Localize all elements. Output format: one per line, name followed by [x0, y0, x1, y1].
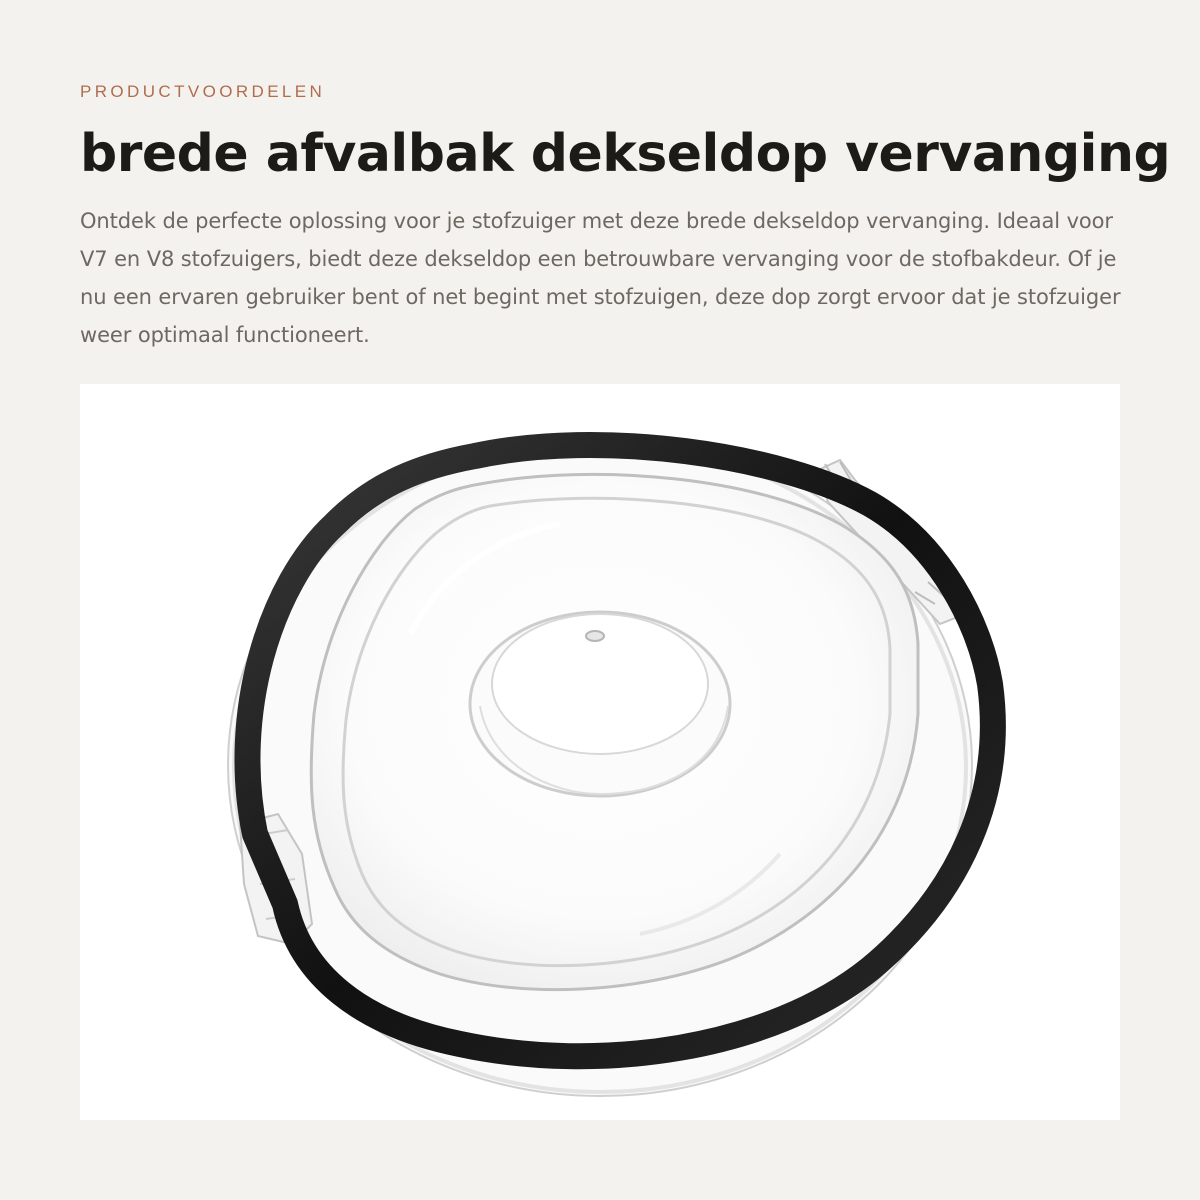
section-eyebrow: PRODUCTVOORDELEN: [80, 82, 326, 101]
product-image: [80, 384, 1120, 1120]
lid-illustration: [80, 384, 1120, 1120]
page-title: brede afvalbak dekseldop vervanging: [80, 124, 1171, 184]
center-hole: [586, 631, 604, 641]
product-description: Ontdek de perfecte oplossing voor je stofzuiger met deze brede dekseldop vervanging. Ideaal voor V7 en V8 stofzuigers, biedt deze dekseldop een betrouwbare vervanging voor de stofbakdeur. Of je nu een ervaren gebruiker bent of net begint met stofzuigen, deze dop zorgt ervoor dat je stofzuiger weer optimaal functioneert.: [80, 209, 1121, 347]
